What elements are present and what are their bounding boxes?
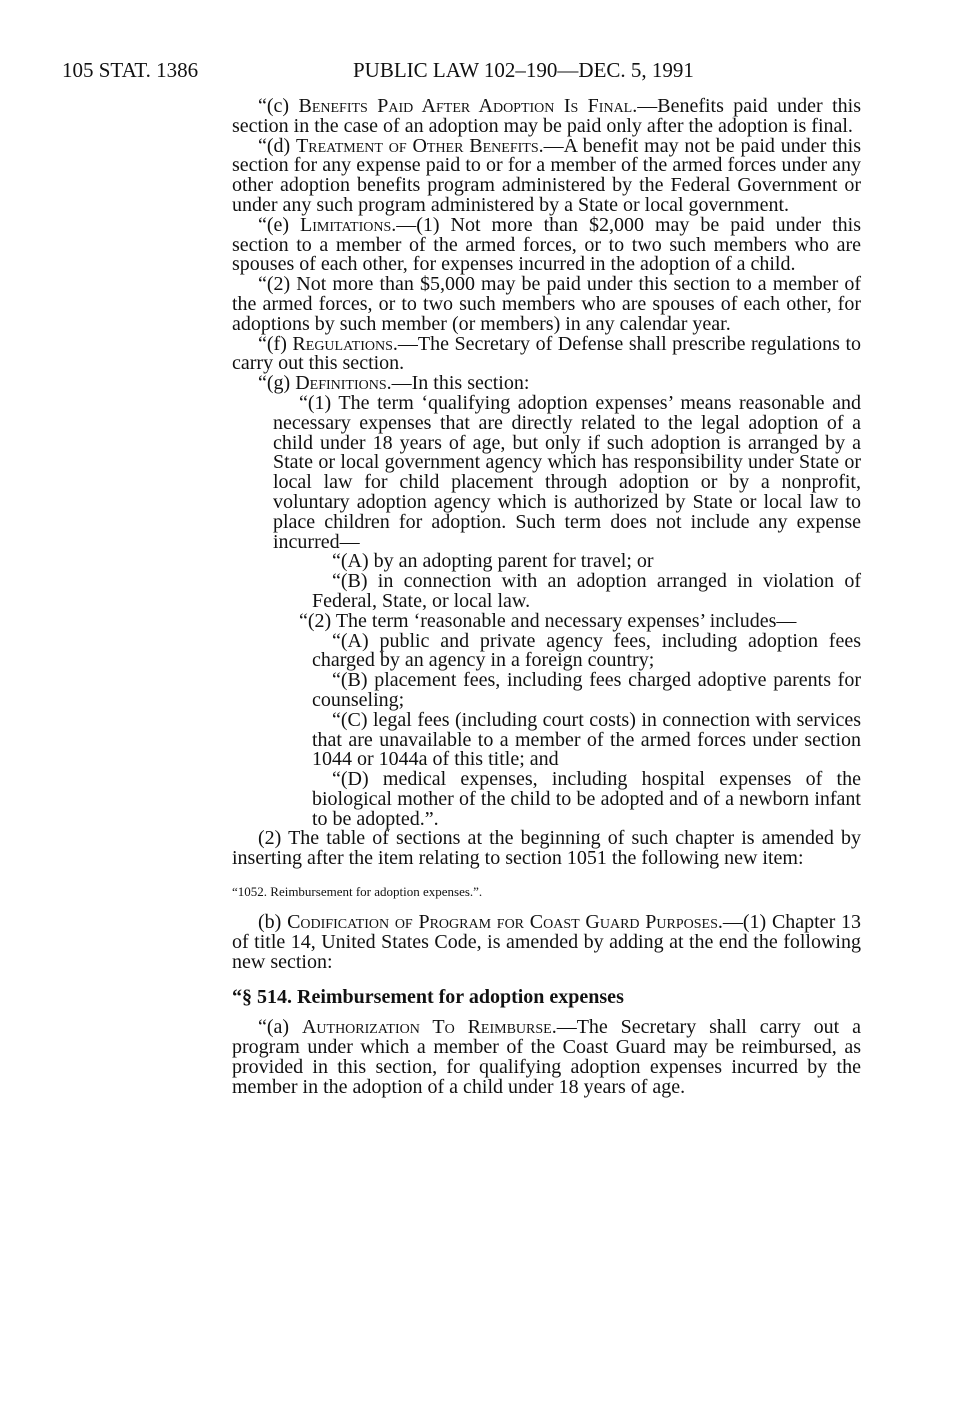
amendment-table-of-sections: (2) The table of sections at the beginning of such chapter is amended by inserting after the item relating to section 1051 the following new item: — [232, 827, 861, 870]
definition-2-a: “(A) public and private agency fees, including adoption fees charged by an agency in a foreign country; — [312, 629, 861, 672]
stat-page-number: 105 STAT. 1386 — [62, 58, 199, 82]
definition-2-c: “(C) legal fees (including court costs) in connection with services that are unavailable to a member of the armed forces under section 1044 or 1044a of this title; and — [312, 708, 861, 771]
page-header — [0, 56, 957, 84]
paragraph-d-open: “(d) — [258, 134, 297, 157]
paragraph-c — [232, 97, 861, 137]
paragraph-f-text: —The Secretary of Defense shall prescribe regulations to carry out this section. — [232, 332, 861, 375]
definition-1: “(1) The term ‘qualifying adoption expenses’ means reasonable and necessary expenses that are directly related to the legal adoption of a child under 18 years of age, but only if such adoption is arranged by a State or local government agency which has responsibility under State or local law for child placement through adoption or by a nonprofit, voluntary adoption agency which is authorized by State or local law to place children for adoption. Such term does not include any expense incurred— — [273, 391, 861, 553]
definition-2-b: “(B) placement fees, including fees charged adoptive parents for counseling; — [312, 669, 861, 711]
paragraph-e-heading: Limitations. — [300, 213, 397, 236]
paragraph-e2: “(2) Not more than $5,000 may be paid under this section to a member of the armed forces, or to two such members who are spouses of each other, for adoptions by such member (or members) in any calendar year. — [232, 273, 861, 335]
paragraph-b — [232, 913, 861, 972]
paragraph-f-heading: Regulations. — [292, 332, 398, 355]
paragraph-g-heading: Definitions. — [295, 372, 392, 395]
paragraph-e — [232, 213, 861, 276]
paragraph-b-open: (b) — [258, 911, 288, 934]
paragraph-c-heading: Benefits Paid After Adoption Is Final. — [298, 95, 638, 117]
definition-2: “(2) The term ‘reasonable and necessary expenses’ includes— — [299, 609, 797, 632]
paragraph-e-text: —(1) Not more than $2,000 may be paid under this section to a member of the armed forces, or to two such members who are spouses of each other, for expenses incurred in the adoption of a child. — [232, 213, 861, 276]
definition-1-a: “(A) by an adopting parent for travel; or — [332, 550, 654, 573]
table-of-sections-item: “1052. Reimbursement for adoption expenses.”. — [232, 884, 483, 900]
paragraph-a-open: “(a) — [258, 1016, 302, 1039]
paragraph-f-open: “(f) — [258, 332, 293, 355]
definition-2-d: “(D) medical expenses, including hospital expenses of the biological mother of the child to be adopted and of a newborn infant to be adopted.”. — [312, 768, 861, 830]
paragraph-b-text: —(1) Chapter 13 of title 14, United States Code, is amended by adding at the end the following new section: — [232, 911, 861, 973]
paragraph-a-heading: Authorization To Reimburse. — [301, 1016, 557, 1039]
section-514-title: “§ 514. Reimbursement for adoption expenses — [232, 986, 624, 1009]
paragraph-e-open: “(e) — [258, 213, 301, 236]
paragraph-c-open: “(c) — [258, 95, 299, 117]
paragraph-g-text: —In this section: — [391, 372, 530, 395]
paragraph-d-heading: Treatment of Other Benefits. — [296, 134, 544, 157]
paragraph-a-text: —The Secretary shall carry out a program under which a member of the Coast Guard may be reimbursed, as provided in this section, for qualifying adoption expenses incurred by the member in the adoption of a child under 18 years of age. — [232, 1016, 861, 1098]
definition-1-b: “(B) in connection with an adoption arranged in violation of Federal, State, or local law. — [312, 570, 861, 612]
paragraph-a — [232, 1018, 861, 1097]
paragraph-b-heading: Codification of Program for Coast Guard Purposes. — [287, 911, 723, 934]
paragraph-d — [232, 134, 861, 216]
paragraph-c-text: —Benefits paid under this section in the case of an adoption may be paid only after the adoption is final. — [232, 95, 861, 137]
paragraph-g — [232, 374, 861, 394]
paragraph-d-text: —A benefit may not be paid under this section for any expense paid to or for a member of the armed forces under any other adoption benefits program administered by the Federal Government or under any such program administered by a State or local government. — [232, 134, 861, 216]
public-law-citation: PUBLIC LAW 102–190—DEC. 5, 1991 — [353, 58, 694, 82]
paragraph-g-open: “(g) — [258, 372, 296, 395]
document-body — [232, 97, 861, 1097]
paragraph-f — [232, 332, 861, 375]
